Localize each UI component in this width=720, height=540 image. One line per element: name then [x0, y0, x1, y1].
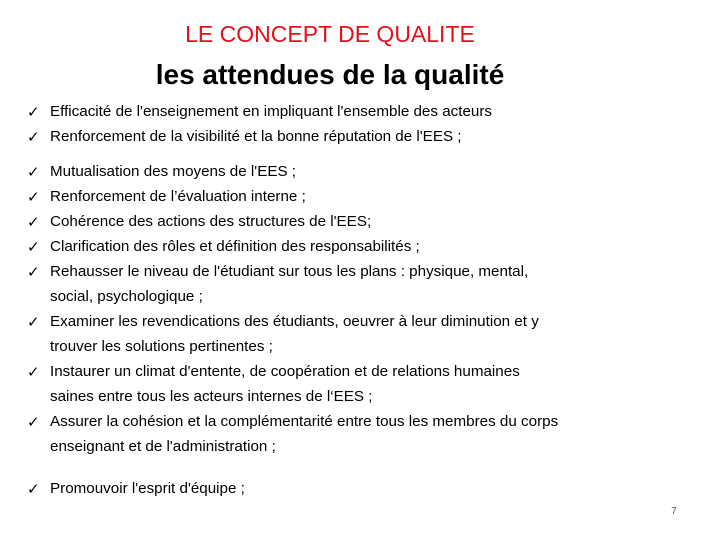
checkmark-icon: ✓	[27, 413, 40, 431]
slide-subtitle: les attendues de la qualité	[155, 59, 505, 90]
list-item-line: Promouvoir l'esprit d'équipe ;	[50, 480, 245, 497]
slide-title: LE CONCEPT DE QUALITE	[185, 21, 475, 47]
checkmark-icon: ✓	[27, 163, 40, 181]
list-item-text	[50, 476, 690, 501]
list-item-text	[50, 184, 690, 209]
checkmark-icon: ✓	[27, 238, 40, 256]
checkmark-icon: ✓	[27, 480, 40, 498]
list-item-text	[50, 309, 690, 359]
checkmark-icon: ✓	[27, 363, 40, 381]
checkmark-icon: ✓	[27, 128, 40, 146]
list-item-text	[50, 259, 690, 309]
list-item-text	[50, 124, 690, 149]
list-item-text	[50, 159, 690, 184]
list-item-text	[50, 409, 690, 459]
list-item-line: trouver les solutions pertinentes ;	[50, 338, 273, 355]
list-item-line: enseignant et de l'administration ;	[50, 438, 276, 455]
page-number: 7	[671, 506, 677, 517]
list-item-line: Clarification des rôles et définition des responsabilités ;	[50, 238, 420, 255]
list-item-line: social, psychologique ;	[50, 288, 203, 305]
checkmark-icon: ✓	[27, 103, 40, 121]
list-item-line: Assurer la cohésion et la complémentarité entre tous les membres du corps	[50, 413, 559, 430]
list-item-line: Examiner les revendications des étudiants, oeuvrer à leur diminution et y	[50, 313, 539, 330]
list-item-line: Renforcement de la visibilité et la bonne réputation de l'EES ;	[50, 128, 462, 145]
list-item-line: Instaurer un climat d'entente, de coopération et de relations humaines	[50, 363, 520, 380]
list-item-line: saines entre tous les acteurs internes de l‘EES ;	[50, 388, 373, 405]
list-item-line: Mutualisation des moyens de l'EES ;	[50, 163, 297, 180]
checkmark-icon: ✓	[27, 313, 40, 331]
list-item-line: Renforcement de l’évaluation interne ;	[50, 188, 306, 205]
list-item-line: Efficacité de l'enseignement en impliquant l'ensemble des acteurs	[50, 103, 492, 120]
checkmark-icon: ✓	[27, 213, 40, 231]
list-item-text	[50, 209, 690, 234]
list-item-line: Rehausser le niveau de l'étudiant sur tous les plans : physique, mental,	[50, 263, 529, 280]
checkmark-icon: ✓	[27, 188, 40, 206]
list-item-text	[50, 99, 690, 124]
checkmark-icon: ✓	[27, 263, 40, 281]
list-item-line: Cohérence des actions des structures de l'EES;	[50, 213, 372, 230]
list-item-text	[50, 234, 690, 259]
list-item-text	[50, 359, 690, 409]
